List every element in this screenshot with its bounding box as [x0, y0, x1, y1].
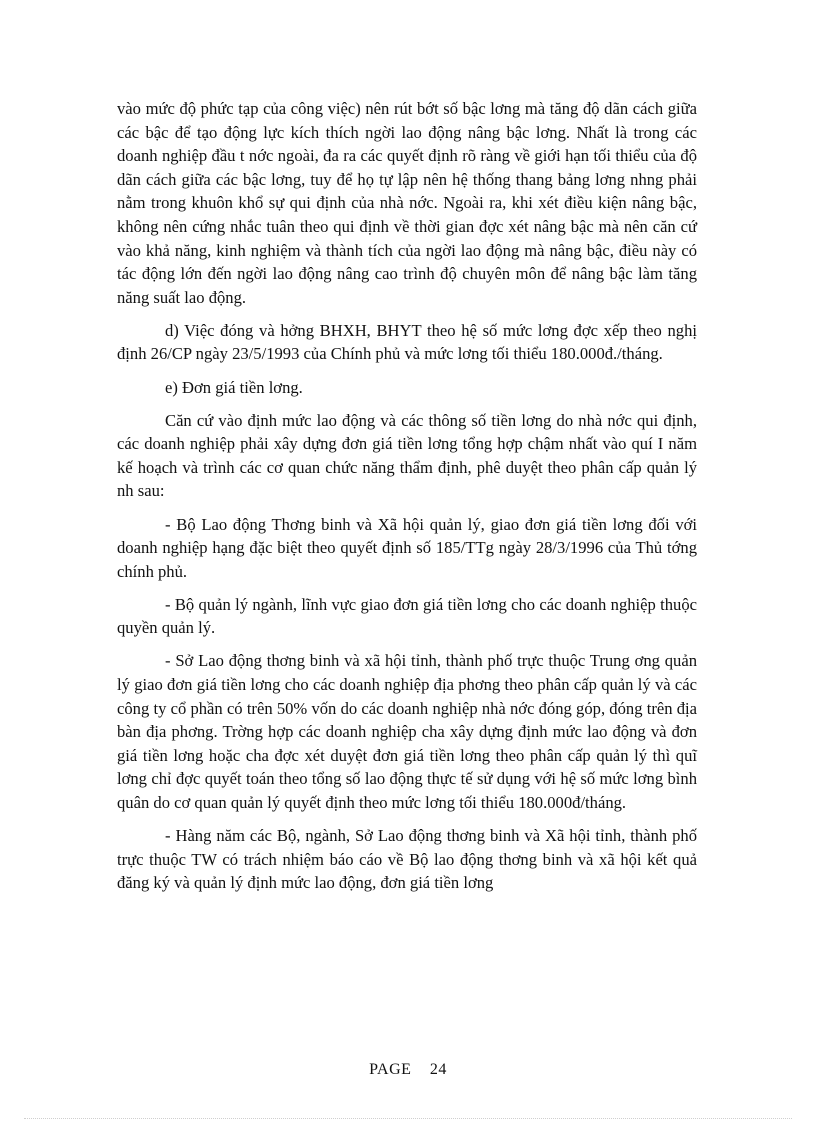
- section-heading: e) Đơn giá tiền lơng.: [165, 377, 303, 397]
- page-label: PAGE: [369, 1061, 412, 1078]
- list-item: - Bộ Lao động Thơng binh và Xã hội quản lý, giao đơn giá tiền lơng đối với doanh nghiệp hạng đặc biệt theo quyết định số 185/TTg ngày 28/3/1996 của Thủ tớng chính phủ.: [117, 514, 697, 581]
- list-item: - Hàng năm các Bộ, ngành, Sở Lao động thơng binh và Xã hội tỉnh, thành phố trực thuộc TW có trách nhiệm báo cáo về Bộ lao động thơng binh và xã hội kết quả đăng ký và quản lý định mức lao động, đơn giá tiền lơng: [117, 826, 697, 893]
- document-body: [117, 97, 697, 904]
- paragraph: d) Việc đóng và hởng BHXH, BHYT theo hệ số mức lơng đợc xếp theo nghị định 26/CP ngày 23/5/1993 của Chính phủ và mức lơng tối thiểu 180.000đ./tháng.: [117, 320, 697, 364]
- page-footer: [0, 1059, 816, 1081]
- page-number: 24: [429, 1061, 447, 1078]
- list-item: - Sở Lao động thơng binh và xã hội tỉnh, thành phố trực thuộc Trung ơng quản lý giao đơn giá tiền lơng cho các doanh nghiệp địa phơng theo phân cấp quản lý và các công ty cổ phần có trên 50% vốn do các doanh nghiệp nhà nớc đóng góp, đóng trên địa bàn địa phơng. Trờng hợp các doanh nghiệp cha xây dựng định mức lao động và đơn giá tiền lơng hoặc cha đợc xét duyệt đơn giá tiền lơng theo phân cấp quản lý thì quĩ lơng chỉ đợc quyết toán theo tổng số lao động thực tế sử dụng với hệ số mức lơng bình quân do cơ quan quản lý quyết định theo mức lơng tối thiểu 180.000đ/tháng.: [117, 651, 697, 813]
- list-item: - Bộ quản lý ngành, lĩnh vực giao đơn giá tiền lơng cho các doanh nghiệp thuộc quyền quản lý.: [117, 594, 697, 638]
- page-bottom-divider: [24, 1118, 792, 1119]
- paragraph: Căn cứ vào định mức lao động và các thông số tiền lơng do nhà nớc qui định, các doanh nghiệp phải xây dựng đơn giá tiền lơng tổng hợp chậm nhất vào quí I năm kế hoạch và trình các cơ quan chức năng thẩm định, phê duyệt theo phân cấp quản lý nh sau:: [117, 410, 697, 501]
- paragraph: vào mức độ phức tạp của công việc) nên rút bớt số bậc lơng mà tăng độ dãn cách giữa các bậc để tạo động lực kích thích ngời lao động nâng bậc lơng. Nhất là trong các doanh nghiệp đầu t nớc ngoài, đa ra các quyết định rõ ràng về giới hạn tối thiểu của độ dãn cách giữa các bậc lơng, tuy để họ tự lập nên hệ thống thang bảng lơng nhng phải nằm trong khuôn khổ sự qui định của nhà nớc. Ngoài ra, khi xét điều kiện nâng bậc, không nên cứng nhắc tuân theo qui định về thời gian đợc xét nâng bậc mà nên căn cứ vào khả năng, kinh nghiệm và thành tích của ngời lao động mà nâng bậc, điều này có tác động lớn đến ngời lao động nâng cao trình độ chuyên môn để nâng bậc làm tăng năng suất lao động.: [117, 99, 697, 307]
